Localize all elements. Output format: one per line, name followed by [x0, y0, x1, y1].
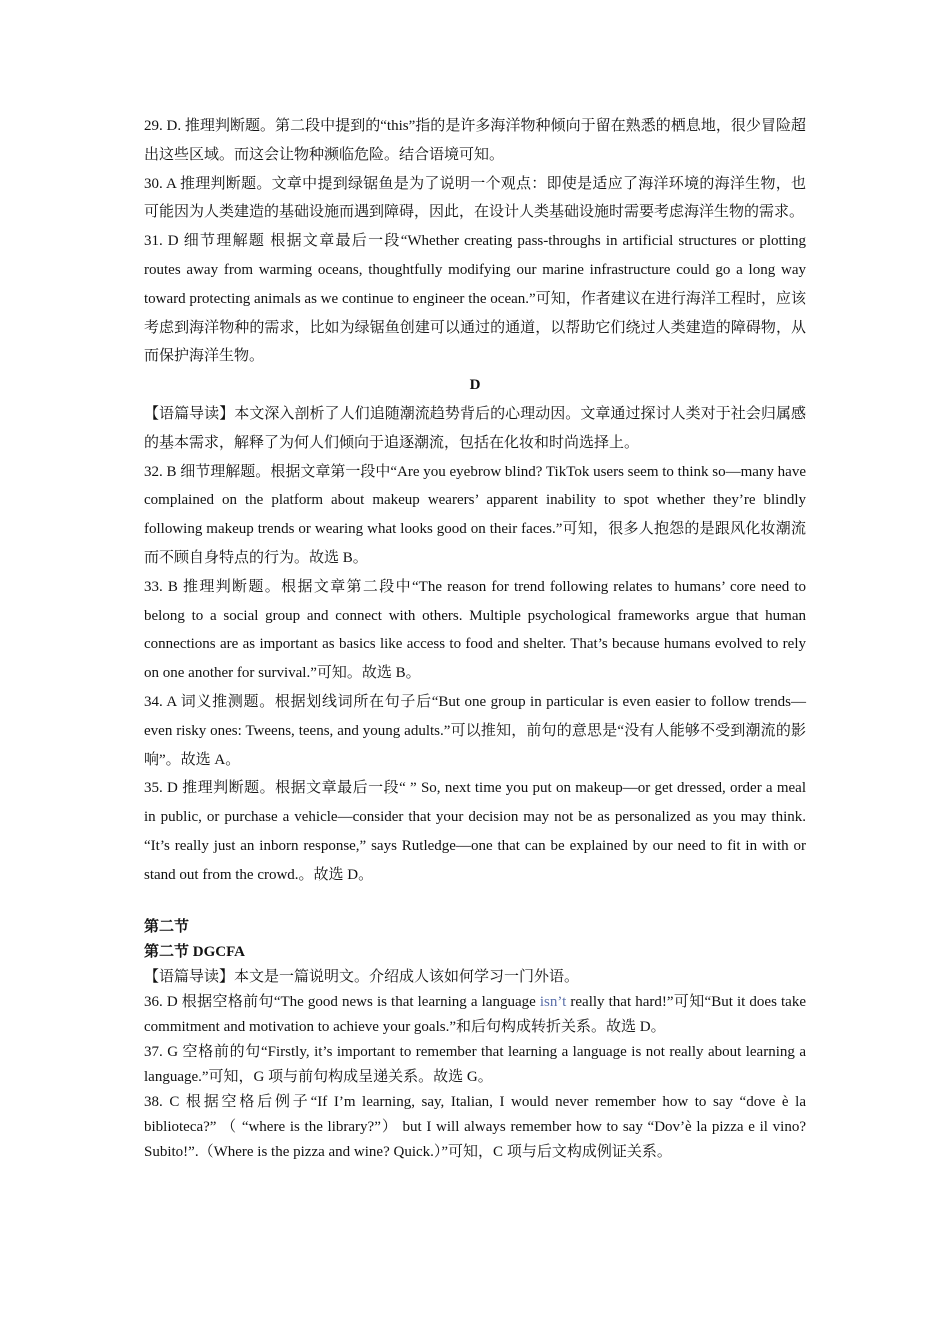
- section-guide: 【语篇导读】本文是一篇说明文。介绍成人该如何学习一门外语。: [144, 968, 580, 985]
- answer-38: 38. C 根据空格后例子“If I’m learning, say, Italian, I would never remember how to say “dove è la biblioteca?” （ “where is the library?”） but I will always remember how to say “Dov’è la pizza e il vino? Subito!”.（Where is the pizza and wine? Quick.）”可知，C 项与后文构成例证关系。: [144, 1093, 806, 1160]
- answer-31: 31. D 细节理解题 根据文章最后一段“Whether creating pass-throughs in artificial structures or plotting routes away from warming oceans, thoughtfully modifying our marine infrastructure could go a long way toward protecting animals as we continue to engineer the ocean.”可知，作者建议在进行海洋工程时，应该考虑到海洋物种的需求，比如为绿锯鱼创建可以通过的通道，以帮助它们绕过人类建造的障碍物，从而保护海洋生物。: [144, 233, 806, 365]
- answer-36-post: really that hard!”可知“But it does take commitment and motivation to achieve your goals.”和后句构成转折关系。故选 D。: [144, 993, 806, 1035]
- answer-35: 35. D 推理判断题。根据文章最后一段“ ” So, next time you put on makeup—or get dressed, order a meal in public, or purchase a vehicle—consider that your decision may not be as personalized as you may think. “It’s really just an inborn response,” says Rutledge—one that can be explained by our need to fit in with or stand out from the crowd.。故选 D。: [144, 780, 806, 883]
- answer-33: 33. B 推理判断题。根据文章第二段中“The reason for trend following relates to humans’ core need to belong to a social group and connect with others. Multiple psychological frameworks argue that human connections are as important as basics like access to food and shelter. That’s because humans evolved to rely on one another for survival.”可知。故选 B。: [144, 578, 806, 682]
- answer-36-highlight: isn’t: [539, 993, 567, 1010]
- answer-34: 34. A 词义推测题。根据划线词所在句子后“But one group in particular is even easier to follow trends—even risky ones: Tweens, teens, and young adults.”可以推知，前句的意思是“没有人能够不受到潮流的影响”。故选 A。: [144, 693, 806, 768]
- passage-heading-d: D: [469, 377, 481, 394]
- answer-29: 29. D. 推理判断题。第二段中提到的“this”指的是许多海洋物种倾向于留在熟悉的栖息地，很少冒险超出这些区域。而这会让物种濒临危险。结合语境可知。: [144, 118, 806, 163]
- passage-guide-d: 【语篇导读】本文深入剖析了人们追随潮流趋势背后的心理动因。文章通过探讨人类对于社会归属感的基本需求，解释了为何人们倾向于追逐潮流，包括在化妆和时尚选择上。: [144, 405, 806, 451]
- section-title: 第二节: [144, 918, 190, 935]
- section-answers: [144, 940, 806, 965]
- answer-36: [144, 990, 806, 1040]
- document-page: [144, 112, 806, 1165]
- spacer: [144, 890, 806, 915]
- answer-36-pre: 36. D 根据空格前句“The good news is that learning a language: [144, 993, 540, 1010]
- answer-32: 32. B 细节理解题。根据文章第一段中“Are you eyebrow blind? TikTok users seem to think so—many have complained on the platform about makeup wearers’ apparent inability to spot whether they’re blindly following makeup trends or wearing what looks good on their faces.”可知，很多人抱怨的是跟风化妆潮流而不顾自身特点的行为。故选 B。: [144, 463, 806, 566]
- section-answers-text: 第二节 DGCFA: [144, 943, 245, 960]
- answer-30: 30. A 推理判断题。文章中提到绿锯鱼是为了说明一个观点：即使是适应了海洋环境的海洋生物，也可能因为人类建造的基础设施而遇到障碍，因此，在设计人类基础设施时需要考虑海洋生物的需求。: [144, 175, 806, 221]
- answer-37: 37. G 空格前的句“Firstly, it’s important to remember that learning a language is not really about learning a language.”可知，G 项与前句构成呈递关系。故选 G。: [144, 1043, 806, 1085]
